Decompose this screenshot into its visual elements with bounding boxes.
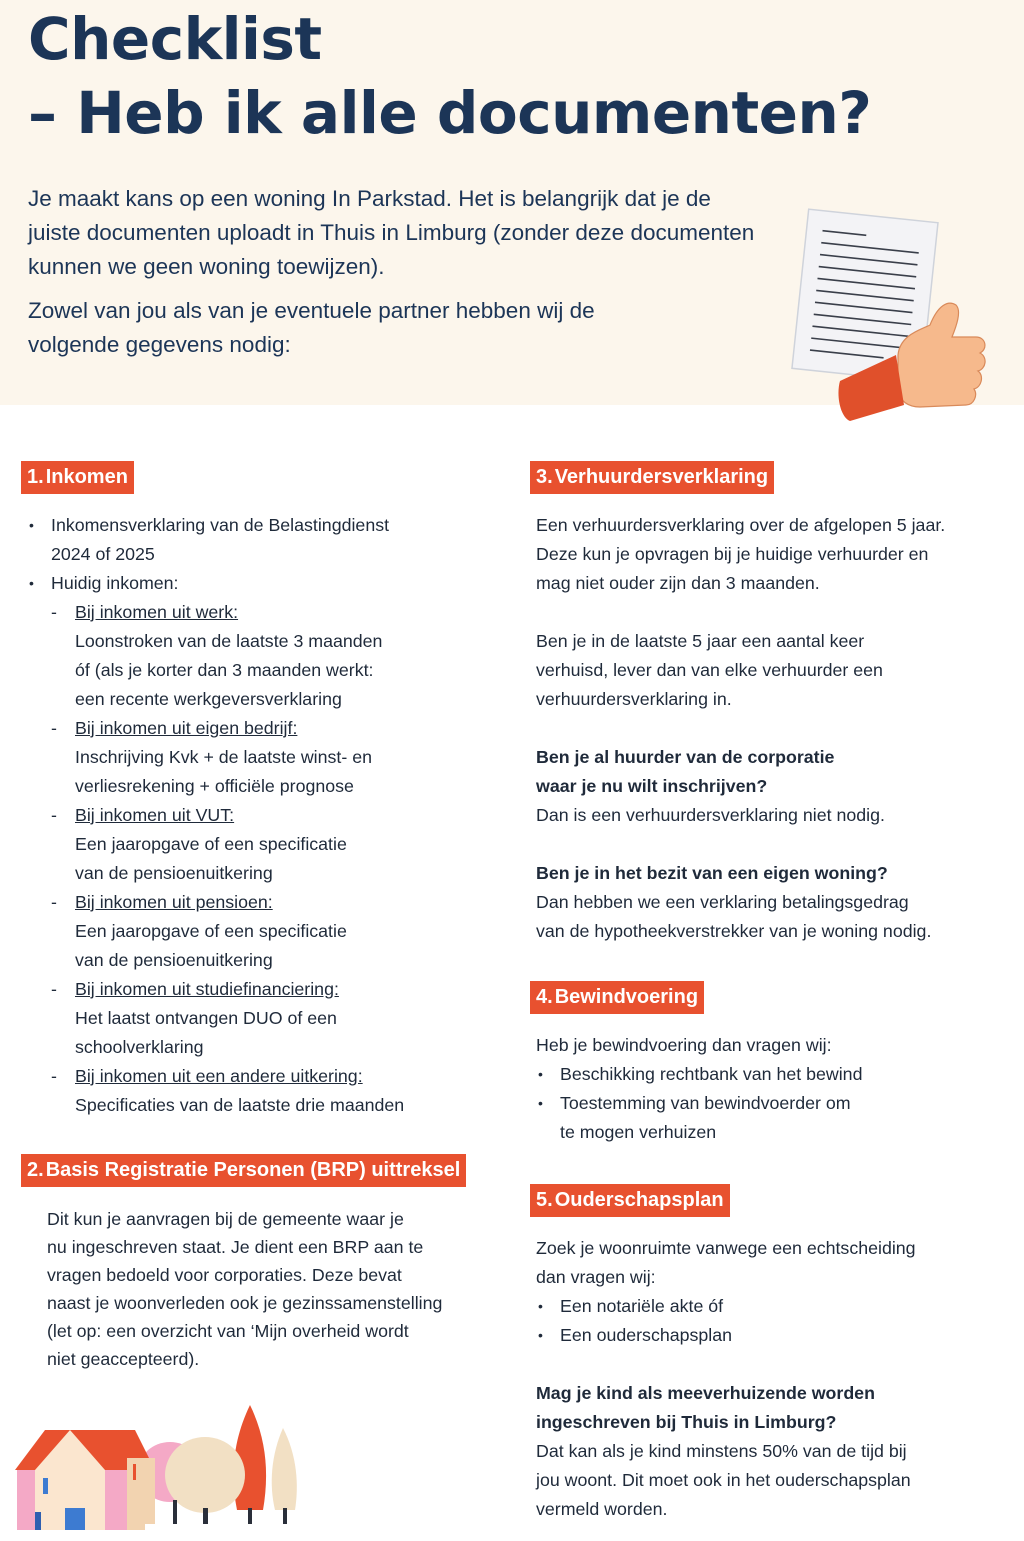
page-title-line1: Checklist [28, 5, 322, 73]
list-item: • Huidig inkomen: [27, 569, 497, 598]
section-2-badge: 2. Basis Registratie Personen (BRP) uittreksel [21, 1154, 466, 1187]
intro-paragraph-1: Je maakt kans op een woning In Parkstad. Het is belangrijk dat je de juiste documenten uploadt in Thuis in Limburg (zonder deze documenten kunnen we geen woning toewijzen). [28, 186, 755, 279]
section-2-title: Basis Registratie Personen (BRP) uittreksel [45, 1159, 461, 1181]
houses-trees-illustration [5, 1400, 305, 1535]
section-2-body: Dit kun je aanvragen bij de gemeente waar je nu ingeschreven staat. Je dient een BRP aan te vragen bedoeld voor corporaties. Deze bevat naast je woonverleden ook je gezinssamenstelling (let op: een overzicht van ‘Mijn overheid wordt niet geaccepteerd). [47, 1209, 443, 1369]
list-item: • Inkomensverklaring van de Belastingdienst 2024 of 2025 [27, 511, 497, 569]
section-5-badge: 5. Ouderschapsplan [530, 1184, 730, 1217]
income-item-vut: - Bij inkomen uit VUT: Een jaaropgave of een specificatie van de pensioenuitkering [51, 805, 347, 883]
section-3-badge: 3. Verhuurdersverklaring [530, 461, 774, 494]
section-1-body [27, 511, 497, 1120]
income-item-pensioen: - Bij inkomen uit pensioen: Een jaaropgave of een specificatie van de pensioenuitkering [51, 892, 347, 970]
section-1-title: Inkomen [45, 466, 128, 488]
section-4-body: Heb je bewindvoering dan vragen wij: • Beschikking rechtbank van het bewind • Toestemming van bewindvoerder om te mogen verhuizen [536, 1031, 1006, 1147]
intro-paragraph-2: Zowel van jou als van je eventuele partner hebben wij de volgende gegevens nodig: [28, 298, 595, 357]
income-item-studiefinanciering: - Bij inkomen uit studiefinanciering: Het laatst ontvangen DUO of een schoolverklaring [51, 979, 339, 1057]
list-item: • Toestemming van bewindvoerder om te mogen verhuizen [536, 1089, 1006, 1147]
list-item: • Een ouderschapsplan [536, 1321, 1006, 1350]
section-5-body: Zoek je woonruimte vanwege een echtscheiding dan vragen wij: • Een notariële akte óf • Een ouderschapsplan Mag je kind als meeverhuizende worden ingeschreven bij Thuis in Limburg? Dat kan als je kind minstens 50% van de tijd bij jou woont. Dit moet ook in het ouderschapsplan vermeld worden. [536, 1234, 1006, 1524]
page-title-line2: – Heb ik alle documenten? [28, 79, 872, 147]
section-1-badge: 1. Inkomen [21, 461, 134, 494]
list-item: • Beschikking rechtbank van het bewind [536, 1060, 1006, 1089]
section-5-title: Ouderschapsplan [554, 1189, 724, 1211]
income-item-andere-uitkering: - Bij inkomen uit een andere uitkering: Specificaties van de laatste drie maanden [51, 1066, 405, 1115]
document-thumbs-up-icon [780, 205, 1000, 425]
section-4-badge: 4. Bewindvoering [530, 981, 704, 1014]
section-3-body: Een verhuurdersverklaring over de afgelopen 5 jaar. Deze kun je opvragen bij je huidige verhuurder en mag niet ouder zijn dan 3 maanden. Ben je in de laatste 5 jaar een aantal keer verhuisd, lever dan van elke verhuurder een verhuurdersverklaring in. Ben je al huurder van de corporatie waar je nu wilt inschrijven? Dan is een verhuurdersverklaring niet nodig. Ben je in het bezit van een eigen woning? Dan hebben we een verklaring betalingsgedrag van de hypotheekverstrekker van je woning nodig. [536, 515, 946, 941]
list-item: • Een notariële akte óf [536, 1292, 1006, 1321]
section-3-title: Verhuurdersverklaring [554, 466, 769, 488]
income-item-eigen-bedrijf: - Bij inkomen uit eigen bedrijf: Inschrijving Kvk + de laatste winst- en verliesrekening + officiële prognose [51, 718, 372, 796]
income-item-werk: - Bij inkomen uit werk: Loonstroken van de laatste 3 maanden óf (als je korter dan 3 maanden werkt: een recente werkgeversverklaring [51, 602, 383, 709]
section-4-title: Bewindvoering [554, 986, 699, 1008]
